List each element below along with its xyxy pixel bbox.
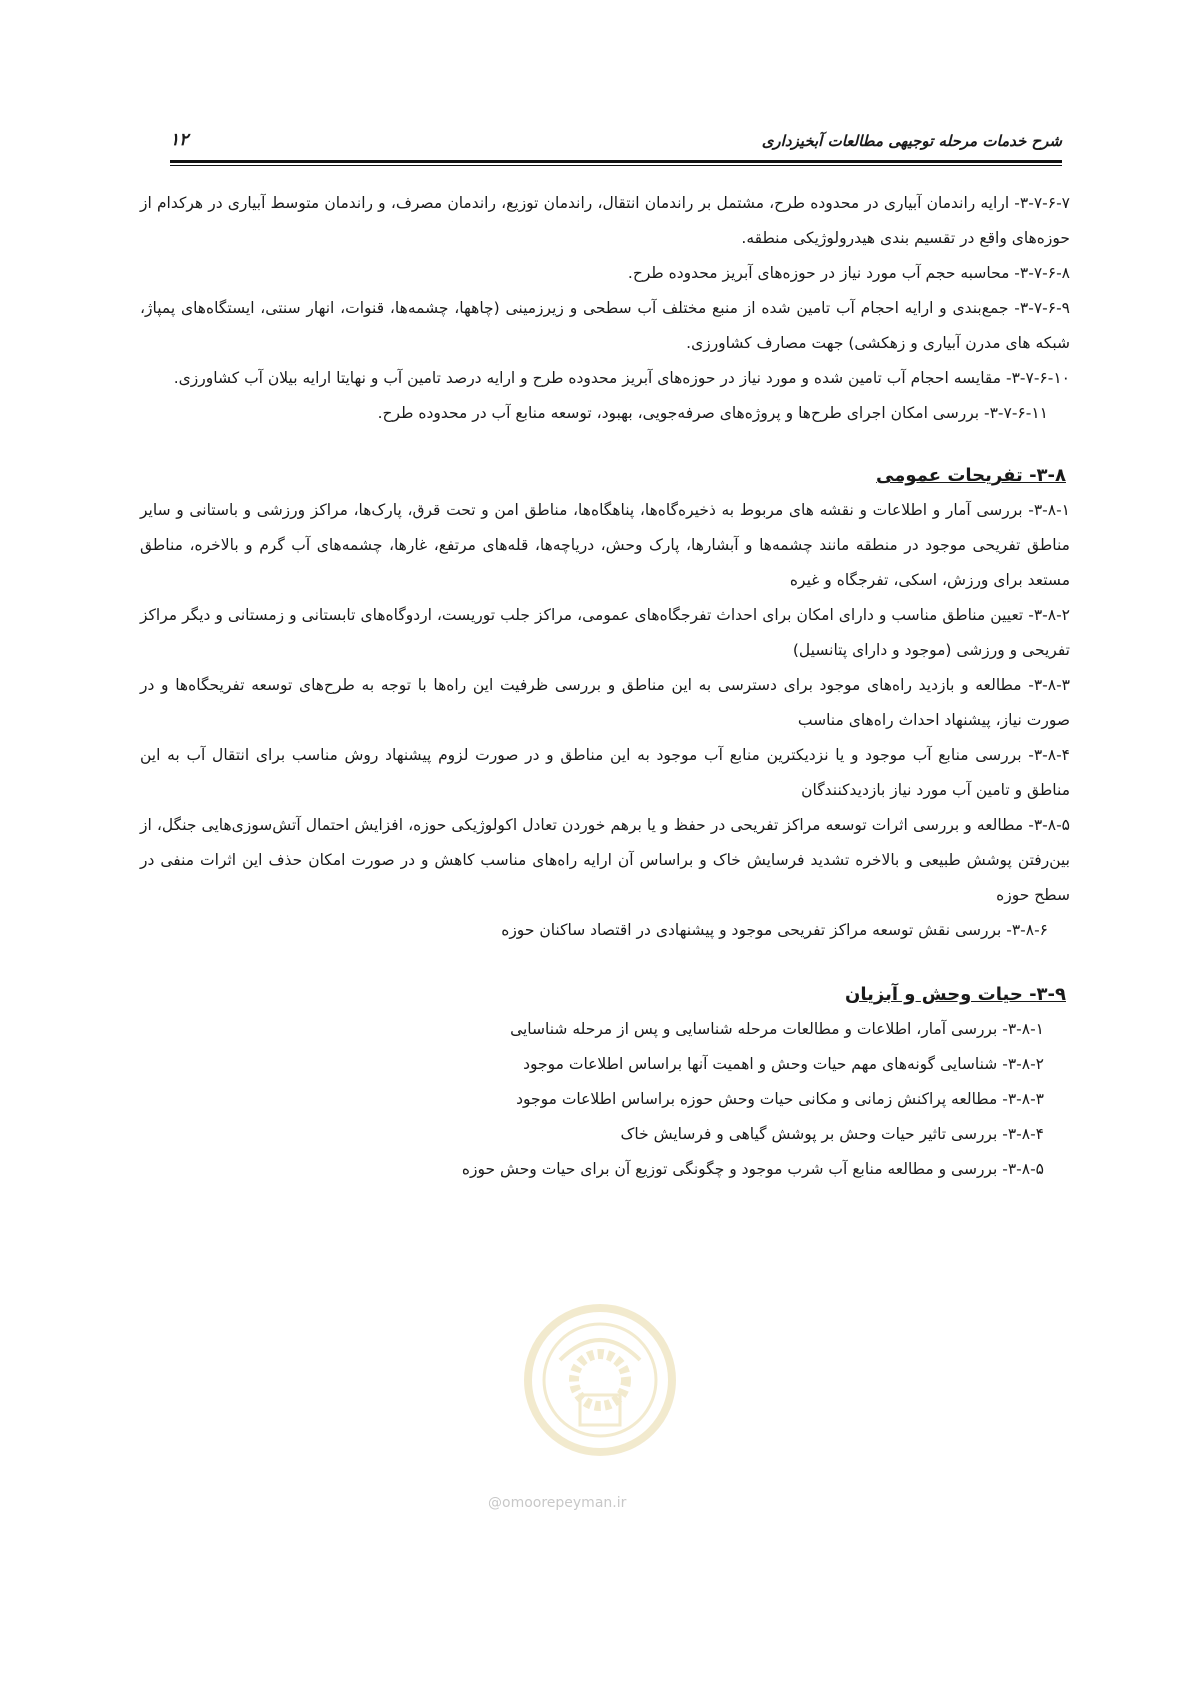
paragraph-wildlife-3: ۳-۸-۳- مطالعه پراکنش زمانی و مکانی حیات وحش حوزه براساس اطلاعات موجود: [516, 1090, 1044, 1108]
paragraph-wildlife-1: ۳-۸-۱- بررسی آمار، اطلاعات و مطالعات مرحله شناسایی و پس از مرحله شناسایی: [510, 1020, 1044, 1038]
section-9-list: [140, 1012, 1070, 1187]
paragraph-3-7-6-9: ۳-۷-۶-۹- جمع‌بندی و ارایه احجام آب تامین شده از منبع مختلف آب سطحی و زیرزمینی (چاهها، چشمه‌ها، قنوات، انهار سنتی، ایستگاه‌های پمپاژ، شبکه های مدرن آبیاری و زهکشی) جهت مصارف کشاورزی.: [140, 299, 1070, 352]
document-body: [140, 186, 1070, 1187]
page-header: [170, 128, 1062, 162]
paragraph-3-8-3: ۳-۸-۳- مطالعه و بازدید راه‌های موجود برای دسترسی به این مناطق و بررسی ظرفیت این راه‌ها با توجه به طرح‌های توسعه تفریحگاه‌ها و در صورت نیاز، پیشنهاد احداث راه‌های مناسب: [140, 676, 1070, 729]
paragraph-3-8-4: ۳-۸-۴- بررسی منابع آب موجود و یا نزدیکترین منابع آب موجود به این مناطق و در صورت لزوم پیشنهاد روش مناسب برای انتقال آب به این مناطق و تامین آب مورد نیاز بازدیدکنندگان: [140, 746, 1070, 799]
paragraph-3-8-1: ۳-۸-۱- بررسی آمار و اطلاعات و نقشه های مربوط به ذخیره‌گاه‌ها، پناهگاه‌ها، مناطق امن و تحت قرق، پارک‌ها، مراکز ورزشی و باستانی و سایر مناطق تفریحی موجود در منطقه مانند چشمه‌ها و آبشارها، پارک وحش، دریاچه‌ها، قله‌های مرتفع، غارها، چشمه‌های آب گرم و بالاخره، مناطق مستعد برای ورزش، اسکی، تفرجگاه و غیره: [140, 501, 1070, 589]
paragraph-wildlife-2: ۳-۸-۲- شناسایی گونه‌های مهم حیات وحش و اهمیت آنها براساس اطلاعات موجود: [523, 1055, 1044, 1073]
header-title: شرح خدمات مرحله توجیهی مطالعات آبخیزداری: [761, 132, 1062, 150]
paragraph-3-8-2: ۳-۸-۲- تعیین مناطق مناسب و دارای امکان برای احداث تفرجگاه‌های عمومی، مراکز جلب توریست، اردوگاه‌های تابستانی و زمستانی و دیگر مراکز تفریحی و ورزشی (موجود و دارای پتانسیل): [140, 606, 1070, 659]
header-rule-thin: [170, 165, 1062, 166]
at-icon: @: [488, 1495, 502, 1511]
paragraph-wildlife-4: ۳-۸-۴- بررسی تاثیر حیات وحش بر پوشش گیاهی و فرسایش خاک: [620, 1125, 1044, 1143]
paragraph-3-8-6: ۳-۸-۶- بررسی نقش توسعه مراکز تفریحی موجود و پیشنهادی در اقتصاد ساکنان حوزه: [501, 921, 1048, 939]
watermark-url: [488, 1495, 626, 1511]
watermark-url-text: omoorepeyman.ir: [502, 1495, 627, 1511]
section-heading-wildlife: ۳-۹- حیات وحش و آبزیان: [845, 984, 1066, 1005]
section-7-list: [140, 186, 1070, 431]
paragraph-wildlife-5: ۳-۸-۵- بررسی و مطالعه منابع آب شرب موجود و چگونگی توزیع آن برای حیات وحش حوزه: [461, 1160, 1044, 1178]
watermark-logo: [520, 1300, 680, 1460]
header-rule-thick: [170, 160, 1062, 163]
section-heading-recreation: ۳-۸- تفریحات عمومی: [876, 465, 1066, 486]
paragraph-3-7-6-11: ۳-۷-۶-۱۱- بررسی امکان اجرای طرح‌ها و پروژه‌های صرفه‌جویی، بهبود، توسعه منابع آب در محدوده طرح.: [377, 404, 1048, 422]
paragraph-3-7-6-7: ۳-۷-۶-۷- ارایه راندمان آبیاری در محدوده طرح، مشتمل بر راندمان انتقال، راندمان توزیع، راندمان مصرف، و راندمان متوسط آبیاری در هرکدام از حوزه‌های واقع در تقسیم بندی هیدرولوژیکی منطقه.: [140, 194, 1070, 247]
page-number: ۱۲: [170, 130, 189, 150]
paragraph-3-7-6-10: ۳-۷-۶-۱۰- مقایسه احجام آب تامین شده و مورد نیاز در حوزه‌های آبریز محدوده طرح و ارایه درصد تامین آب و نهایتا ارایه بیلان آب کشاورزی.: [173, 369, 1070, 387]
section-8-list: [140, 493, 1070, 948]
paragraph-3-7-6-8: ۳-۷-۶-۸- محاسبه حجم آب مورد نیاز در حوزه‌های آبریز محدوده طرح.: [627, 264, 1070, 282]
paragraph-3-8-5: ۳-۸-۵- مطالعه و بررسی اثرات توسعه مراکز تفریحی در حفظ و یا برهم خوردن تعادل اکولوژیکی حوزه، افزایش احتمال آتش‌سوزی‌هایی جنگل، از بین‌رفتن پوشش طبیعی و بالاخره تشدید فرسایش خاک و براساس آن ارایه راه‌های مناسب کاهش و در صورت امکان حذف این اثرات منفی در سطح حوزه: [140, 816, 1070, 904]
